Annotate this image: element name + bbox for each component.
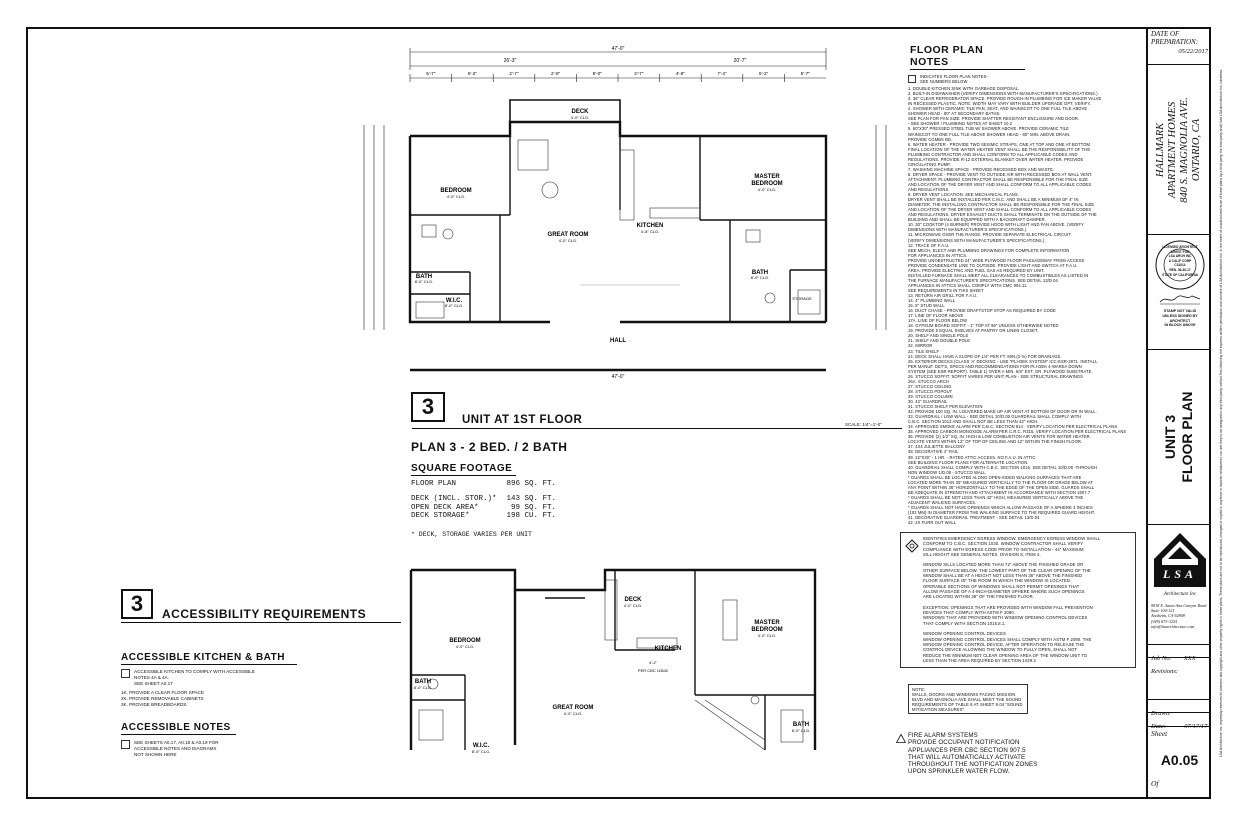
note-line: ARE LOCATED WITHIN 36" OF THE FINISHED FLOOR. bbox=[923, 594, 1034, 600]
overall-dim-top: 47'-0" bbox=[611, 46, 625, 52]
note-line: 16. DUCT CHASE - PROVIDE DRAFTSTOP STOP AS REQUIRED BY CODE bbox=[908, 308, 1056, 314]
note-line: PLUMBING CONTRACTOR AND SHALL CONFORM TO ALL APPLICABLE CODES AND bbox=[908, 151, 1078, 157]
stamp-line: LICENSED ARCHITECT bbox=[1162, 245, 1198, 249]
stamp-line: C31014 bbox=[1174, 263, 1186, 268]
note-line: 28. STUCCO POPOUT bbox=[908, 388, 953, 394]
room-bath1-bottom: BATH bbox=[414, 679, 432, 685]
date2-value: 07/17/17 bbox=[1184, 723, 1208, 730]
note-line: CONTROL DEVICE ALLOWING THE WINDOW TO FULLY OPEN, SHALL NOT bbox=[923, 647, 1078, 653]
note-line: COMPLIANCE WITH EGRESS CODE PRIOR TO INSTALLATION - 44" MAXIMUM bbox=[923, 546, 1084, 552]
side-disclaimer: LSA Architecture Inc. expressly reserves its common law copyright and other property rights in these plans. These plans are not to be reproduced, changed or copied in any form or manner whatsoever, nor are they to be assigned to any third party, without first obtaining the express written permission and consent of LSA Architecture Inc. In the event of unauthorized reuse of these plans by a third party, the third party shall hold LSA Architecture Inc. harmless. bbox=[1219, 68, 1223, 758]
note-line: WALLS, DOORS AND WINDOWS FACING MISSION bbox=[912, 692, 1016, 698]
job-value: XXX bbox=[1183, 655, 1196, 662]
tb-stamp-cell bbox=[1148, 235, 1211, 350]
dim-top-label: 2'-8" bbox=[551, 71, 561, 76]
fire-note bbox=[896, 732, 1046, 776]
note-line: 2. BUILT-IN DISHWASHER (VERIFY DIMENSIONS WITH MANUFACTURER'S SPECIFICATIONS.) bbox=[908, 91, 1098, 97]
room-great-top: GREAT ROOM bbox=[547, 232, 589, 238]
overall-dim-bottom: 47'-0" bbox=[611, 374, 625, 380]
tb-job-cell bbox=[1148, 645, 1211, 662]
room-deck-clg-top: 4'-0" CLG. bbox=[570, 115, 590, 120]
tb-project-4: ONTARIO, CA bbox=[1191, 118, 1202, 182]
note-line: SEE PLAN FOR PAN SIZE. PROVIDE SHATTER RESISTANT ENCLOSURE AND DOOR. bbox=[908, 116, 1080, 122]
note-line: WINDOW OPENING CONTROL DEVICES SHALL COMPLY WITH ASTM F 2090. THE bbox=[923, 636, 1092, 642]
stamp-line: LSA ARCH INC bbox=[1168, 254, 1192, 259]
room-bath2-top: BATH bbox=[751, 270, 769, 276]
note-line: 40. GUARDRAIL SHALL COMPLY WITH C.B.C. SECTION 1015. SEE DETAIL 10/D.08 -THROUGH bbox=[908, 464, 1098, 470]
note-line: 14. 4" PLUMBING WALL bbox=[908, 298, 956, 304]
note-line: 11. MICROWAVE OVER THE RANGE. PROVIDE SEPARATE ELECTRICAL CIRCUIT. bbox=[908, 232, 1072, 238]
room-deck-bottom: DECK bbox=[624, 597, 642, 603]
room-master2-top: BEDROOM bbox=[751, 181, 783, 187]
tb-project-text bbox=[1155, 97, 1203, 203]
note-line: 24. DECK SHALL HAVE A SLOPE OF 1/4" PER FT. MIN.(2 %) FOR DRAINAGE. bbox=[908, 353, 1062, 359]
room-bedroom-top: BEDROOM bbox=[440, 188, 472, 194]
room-bath1-top: BATH bbox=[415, 274, 433, 280]
note-line: BUILDING AND SHALL BE EQUIPPED WITH A BACKDRAFT DAMPER. bbox=[908, 217, 1046, 223]
room-bath2-clg-bottom: 8'-0" CLG. bbox=[791, 728, 811, 733]
room-master-clg-bottom: 4'-0" CLG. bbox=[757, 633, 777, 638]
note-line: MITIGATION MEASURES". bbox=[912, 707, 966, 713]
tb-date2-cell bbox=[1148, 713, 1211, 730]
note-line: LESS THAN THE AREA REQUIRED BY SECTION 1029.2 bbox=[923, 657, 1036, 663]
firm-address-line: Anaheim, CA 92808 bbox=[1151, 613, 1185, 619]
note-line: 42. 2X FURR OUT WALL bbox=[908, 520, 957, 526]
stamp-note bbox=[1150, 309, 1210, 328]
note-line: THAT COMPLY WITH SECTION 1015.8.1. bbox=[923, 620, 1006, 626]
room-kitchen-top: KITCHEN bbox=[636, 223, 664, 229]
note-line: THROUGHOUT THE NOTIFICATION ZONES bbox=[908, 761, 1038, 769]
sf-label: DECK (INCL. STOR.)* bbox=[411, 495, 497, 504]
note-line: IN RECESSED PLASTIC. NOTE: WIDTH MAY VARY WITH BUILDER UPGRADE OPT. VERIFY. bbox=[908, 101, 1091, 107]
note-line: 7. WASHING MACHINE SPACE - PROVIDE RECESSED BOX AND WASTE. bbox=[908, 166, 1055, 172]
accessible-notes-checkbox bbox=[121, 740, 130, 749]
floor-plan-notes-title: FLOOR PLAN NOTES bbox=[910, 44, 1025, 70]
note-line: IDENTIFIES EMERGENCY EGRESS WINDOW. EMERGENCY EGRESS WINDOW SHALL bbox=[923, 536, 1101, 541]
of-label: Of bbox=[1151, 779, 1159, 788]
note-line: REGULATIONS. PROVIDE R-12 EXTERNAL BLANKET OVER WATER HEATER. PROVIDE bbox=[908, 156, 1084, 162]
note-line: C.B.C. SECTION 1013 AND SHALL NOT BE LESS THAN 42" HIGH. bbox=[908, 419, 1039, 425]
room-storage-top: STORAGE bbox=[792, 296, 812, 301]
note-line: APPLIANCES IN ATTICS SHALL COMPLY WITH CMC 904.11. bbox=[908, 282, 1028, 288]
room-wic-clg-bottom: 8'-0" CLG. bbox=[471, 749, 491, 754]
note-line: LOCATED MORE THAN 30" MEASURED VERTICALLY TO THE FLOOR OR GRADE BELOW AT bbox=[908, 479, 1093, 485]
note-line: OTHER SURFACE BELOW. THE LOWEST PART OF THE CLEAR OPENING OF THE bbox=[923, 567, 1091, 573]
accessible-notes-block bbox=[121, 722, 341, 758]
dim-top-label: 5'-7" bbox=[426, 71, 436, 76]
sf-label: OPEN DECK AREA* bbox=[411, 503, 479, 512]
note-line: * GUARDS SHALL NOT HAVE OPENINGS WHICH ALLOW PASSAGE OF A SPHERE 4 INCHES bbox=[908, 504, 1093, 510]
room-master-bottom: MASTER bbox=[754, 620, 780, 626]
revisions-label: Revisions: bbox=[1151, 668, 1179, 675]
dim-top-label: 9'-0" bbox=[592, 71, 602, 76]
note-line: 25. EXTERIOR DECKS (CLASS 'A' DECKING - USE "PLI-DEK SYSTEM" ICC-ESR-2871. INSTALL bbox=[908, 358, 1098, 364]
lsa-logo-text: LSA bbox=[1162, 567, 1197, 581]
note-line: CONFORM TO C.B.C. SECTION 1030. WINDOW CONTRACTOR SHALL VERIFY bbox=[923, 541, 1084, 547]
kitchen-line: SEE SHEET A0.17 bbox=[134, 681, 173, 686]
accessibility-rule bbox=[121, 622, 401, 623]
room-kitchen-sub-bottom: PER CBC 11B42 bbox=[637, 668, 669, 673]
note-line: (102 MM) IN DIAMETER FROM THE WALKING SURFACE TO THE REQUIRED GUARD HEIGHT. bbox=[908, 510, 1096, 516]
note-line: ANY POINT WITHIN 36" HORIZONTALLY TO THE EDGE OF THE OPEN SIDE. GUARDS SHALL bbox=[908, 484, 1095, 490]
drawn-label: Drawn: bbox=[1151, 710, 1172, 717]
dim-top-label: 2'-7" bbox=[509, 71, 519, 76]
stamp-line: REN. 06-30-17 bbox=[1169, 267, 1191, 272]
note-line: 15. 6" STUD WALL bbox=[908, 303, 945, 309]
note-line: PROVIDE CGMBS BD. bbox=[908, 136, 953, 142]
stamp-note-line: UNLESS SIGNED BY bbox=[1162, 313, 1198, 318]
plan-label: PLAN 3 - 2 BED. / 2 BATH bbox=[411, 440, 568, 454]
dim-top-label: 5'-2" bbox=[467, 71, 477, 76]
note-line: 17. LINE OF FLOOR ABOVE bbox=[908, 313, 964, 319]
note-line: WAINSCOT TO ONE FULL TILE ABOVE SHOWER HEAD - 80" MIN. ABOVE DRAIN. bbox=[908, 131, 1071, 137]
note-line: 26. STUCCO SOFFIT. SOFFIT VARIES PER UNIT PLAN - SEE STRUCTURAL DRAWINGS bbox=[908, 373, 1083, 379]
tb-sheet-title-cell bbox=[1148, 350, 1211, 525]
note-line: 18. GYPSUM BOARD SOFFIT - 1" TOP AT 96" UNLESS OTHERWISE NOTED bbox=[908, 323, 1059, 329]
room-master-top: MASTER bbox=[754, 174, 780, 180]
note-line: 8. DRYER SPACE - PROVIDE VENT TO OUTSIDE AIR WITH RECESSED BOX AT WALL VENT. bbox=[908, 171, 1093, 177]
floor-plan-notes bbox=[908, 44, 1136, 525]
unit-scale: SCALE: 1/4"=1'-0" bbox=[845, 422, 882, 427]
room-hall-top: HALL bbox=[610, 338, 626, 344]
stamp-note-line: STAMP NOT VALID bbox=[1163, 309, 1197, 313]
note-line: 22. MIRROR bbox=[908, 343, 933, 349]
note-line: OPERABLE SECTIONS OF WINDOWS SHALL NOT PERMIT OPENINGS THAT bbox=[923, 583, 1080, 589]
sheet-title-1: UNIT 3 bbox=[1162, 414, 1178, 460]
notes-legend-line: SEE NUMBERS BELOW bbox=[920, 79, 968, 85]
room-wic-clg-top: 8'-0" CLG. bbox=[444, 303, 464, 308]
note-line: THAT WILL AUTOMATICALLY ACTIVATE bbox=[908, 753, 1026, 761]
accessible-kitchen-checkbox bbox=[121, 669, 130, 678]
note-line: PER MANUF. DET'S, SPECS AND RECOMMENDATIONS FOR PLI-DEK 4-WAREA DOWN bbox=[908, 363, 1082, 369]
room-great-clg-bottom: 4'-0" CLG. bbox=[563, 711, 583, 716]
note-line: 3. 36" CLEAR REFRIGERATOR SPACE. PROVIDE ROUGH-IN PLUMBING FOR ICE MAKER VALVE bbox=[908, 96, 1102, 102]
note-line: FIRE ALARM SYSTEMS bbox=[908, 732, 978, 739]
sheet-title-2: FLOOR PLAN bbox=[1179, 391, 1195, 483]
room-bath2-bottom: BATH bbox=[792, 722, 810, 728]
firm-address bbox=[1151, 603, 1206, 629]
sf-row-storage bbox=[411, 512, 556, 520]
accessible-notes-title: ACCESSIBLE NOTES bbox=[121, 722, 236, 735]
stamp-line: STATE OF CALIFORNIA bbox=[1162, 272, 1198, 277]
title-block bbox=[1146, 27, 1211, 799]
note-line: LOCATE VENTS WITHIN 12" OF TOP OF CEILING AND 12" WITHIN THE FINISH FLOOR. bbox=[908, 439, 1083, 445]
note-line: AREA. PROVIDE ELECTRIC AND FUEL GAS AS REQUIRED BY UNIT. bbox=[908, 267, 1045, 273]
dim-top-label: 2'-7" bbox=[634, 71, 644, 76]
note-line: 26A. STUCCO ARCH bbox=[908, 378, 949, 384]
note-line: EXCEPTION: OPENINGS THAT ARE PROVIDED WITH WINDOW FALL PREVENTION bbox=[923, 604, 1093, 610]
tb-project-3: 840 S. MAGNOLIA AVE. bbox=[1179, 97, 1190, 203]
note-line: 36. PROVIDE (2) 1/2" SQ. IN. HIGH & LOW COMBUSTION AIR VENTS FOR WATER HEATER. bbox=[908, 434, 1091, 440]
accessible-kitchen-title: ACCESSIBLE KITCHEN & BATH bbox=[121, 652, 297, 665]
sf-value: 198 CU. FT. bbox=[506, 512, 556, 521]
note-line: SEE BUILDING FLOOR PLANS FOR ALTERNATE LOCATION. bbox=[908, 459, 1029, 465]
warning-triangle-icon bbox=[896, 734, 906, 743]
unit-title-rule bbox=[412, 428, 902, 429]
architect-signature bbox=[1158, 293, 1202, 305]
tb-project-2: APARTMENT HOMES bbox=[1167, 101, 1178, 199]
sf-row-floor bbox=[411, 480, 556, 488]
room-kitchen-clg-top: 4'-8" CLG. bbox=[640, 229, 660, 234]
note-line: FOR APPLIANCES IN ATTICS. bbox=[908, 252, 968, 258]
sf-footnote: * DECK, STORAGE VARIES PER UNIT bbox=[411, 530, 532, 538]
note-line: AND LOCATION OF THE DRYER VENT AND SHALL CONFORM TO ALL APPLICABLE CODES bbox=[908, 207, 1092, 213]
note-line: * GUARDS SHALL BE NOT LESS THAN 42" HIGH, MEASURED VERTICALLY ABOVE THE bbox=[908, 494, 1084, 500]
room-wic-top: W.I.C. bbox=[445, 298, 463, 304]
notes-legend-box bbox=[908, 75, 916, 83]
note-line: SHOWER HEAD - 80" AT SECONDARY BATHS. bbox=[908, 111, 1001, 117]
sound-note-box bbox=[908, 684, 1028, 714]
note-line: SYSTEM (SEE ESR REPORT). TABLE 1) OVER A MIN. 5/8" EXT. GR. PLYWOOD SUBSTRATE. bbox=[908, 368, 1093, 374]
sheet-title bbox=[1162, 392, 1196, 483]
note-line: ATTACHMENT. PLUMBING CONTRACTOR SHALL BE RESPONSIBLE FOR THE FINAL SIZE bbox=[908, 176, 1089, 182]
sf-row-open-deck bbox=[411, 504, 556, 512]
stamp-line: AGENT FOR bbox=[1170, 249, 1190, 254]
sheet-number: A0.05 bbox=[1160, 752, 1199, 768]
room-great-bottom: GREAT ROOM bbox=[552, 705, 594, 711]
sheet-label: Sheet bbox=[1151, 729, 1168, 738]
kitchen-line: ACCESSIBLE KITCHEN TO COMPLY WITH ACCESSIBLE bbox=[134, 669, 255, 674]
stamp-note-line: ARCHITECT bbox=[1169, 318, 1191, 323]
note-line: 13. RETURN AIR GRILL FOR F.A.U. bbox=[908, 293, 978, 299]
note-line: REDUCE THE MINIMUM NET CLEAR OPENING AREA OF THE WINDOW UNIT TO bbox=[923, 652, 1088, 658]
dim-top-label: 4'-8" bbox=[675, 71, 685, 76]
kitchen-line: NOTES 4A & 4A. bbox=[134, 675, 169, 680]
note-line: SILL HEIGHT SEE GENERAL NOTES. DIVISION 8, ITEM 4. bbox=[923, 551, 1041, 557]
note-line: 10. 30" COOKTOP (4 BURNER) PROVIDE HOOD WITH LIGHT AND FAN ABOVE. (VERIFY bbox=[908, 222, 1084, 228]
fire-note-list bbox=[908, 732, 1046, 776]
note-line: 35. APPROVED CARBON MONOXIDE ALARM PER C.R.C. R315. VERIFY LOCATION PER ELECTRICAL PLANS bbox=[908, 429, 1127, 435]
note-line: PROVIDE OCCUPANT NOTIFICATION bbox=[908, 739, 1020, 747]
room-deck-top: DECK bbox=[571, 109, 589, 115]
kitchen-line: 1K. PROVIDE A CLEAR FLOOR SPACE bbox=[121, 690, 204, 695]
room-bath1-clg-top: 8'-0" CLG. bbox=[414, 279, 434, 284]
sf-value: 99 SQ. FT. bbox=[510, 503, 556, 512]
note-line: AND REGULATIONS. DRYER EXHAUST DUCTS SHALL TERMINATE ON THE OUTSIDE OF THE bbox=[908, 212, 1097, 218]
sf-value: 896 SQ. FT. bbox=[506, 480, 556, 488]
sound-note-list bbox=[912, 687, 1024, 712]
note-line: 9. DRYER VENT LOCATION. SEE MECHANICAL PLANS. bbox=[908, 192, 1020, 198]
room-bedroom-bottom: BEDROOM bbox=[449, 638, 481, 644]
firm-address-line: (949) 673-3255 bbox=[1151, 618, 1178, 624]
notes-legend-line: INDICATES FLOOR PLAN NOTES- bbox=[920, 74, 988, 79]
accessible-kitchen-block bbox=[121, 652, 341, 708]
note-line: WINDOWS THAT ARE PROVIDED WITH WINDOW OPENING CONTROL DEVICES bbox=[923, 615, 1088, 621]
dim-top-label: 5'-2" bbox=[759, 71, 769, 76]
note-line: AND LOCATION OF THE DRYER VENT AND SHALL CONFORM TO ALL APPLICABLE CODES bbox=[908, 181, 1092, 187]
egress-window-icon bbox=[905, 539, 919, 553]
room-master2-bottom: BEDROOM bbox=[751, 627, 783, 633]
note-line: 4. SHOWER WITH CERAMIC TILE PAN, SEAT, AND WAINSCOT TO ONE FULL TILE ABOVE bbox=[908, 106, 1088, 112]
note-line: CIRCULATING PUMP. bbox=[908, 161, 951, 167]
notes-line: ACCESSIBLE NOTES AND DIAGRAMS bbox=[134, 746, 217, 751]
tb-project-cell bbox=[1148, 65, 1211, 235]
room-wic-bottom: W.I.C. bbox=[472, 743, 490, 749]
room-bath2-clg-top: 8'-0" CLG. bbox=[750, 275, 770, 280]
kitchen-line: 3K. PROVIDE BREADBOARDS. bbox=[121, 702, 188, 707]
tb-sheet-cell bbox=[1148, 727, 1211, 797]
sf-label: DECK STORAGE* bbox=[411, 512, 470, 521]
note-line: INSTALLED FURNACE SHALL MEET ALL CLEARANCES TO COMBUSTIBLES AS LISTED IN bbox=[908, 272, 1089, 278]
firm-address-line: info@lsaarchitecture.com bbox=[1151, 623, 1195, 629]
note-line: DIAMETER. THE INSTALLING CONTRACTOR SHALL BE RESPONSIBLE FOR THE FINAL SIZE bbox=[908, 202, 1095, 208]
tb-firm-cell bbox=[1148, 525, 1211, 645]
note-line: WINDOW OPENING CONTROL DEVICES bbox=[923, 631, 1006, 637]
note-line: 5. 60"X30" PRESSED STEEL TUB W/ SHOWER ABOVE. PROVIDE CERAMIC TILE bbox=[908, 126, 1069, 132]
note-line: 37. 4X4 JULIETTE BALCONY bbox=[908, 444, 966, 450]
note-line: WINDOW OPENING CONTROL DEVICE, AFTER OPERATION TO RELEASE THE bbox=[923, 641, 1085, 647]
accessibility-number-box: 3 bbox=[121, 589, 153, 619]
note-line: SEE MECH, ELECT AND PLUMBING DRAWINGS FOR COMPLETE INFORMATION bbox=[908, 247, 1070, 253]
note-line: 20. SHELF AND SINGLE POLE bbox=[908, 333, 969, 339]
square-footage-title: SQUARE FOOTAGE bbox=[411, 463, 516, 476]
note-line: 21. SHELF AND DOUBLE POLE bbox=[908, 338, 971, 344]
note-line: REQUIREMENTS OF TABLE 6 AT SHEET 8.04 "SOUND bbox=[912, 702, 1023, 708]
tb-date-cell bbox=[1148, 27, 1211, 65]
room-kitchen-bottom: KITCHEN bbox=[654, 646, 682, 652]
note-line: 41. DECORATIVE GUARDRAIL TREATMENT - SEE DETAIL 13/D.04 bbox=[908, 515, 1040, 521]
note-line: ALLOW PASSAGE OF A 4-INCH-DIAMETER SPHERE WHERE SUCH OPENINGS bbox=[923, 588, 1085, 594]
note-line: 1. DOUBLE KITCHEN SINK WITH GARBAGE DISPOSAL. bbox=[908, 86, 1020, 92]
tb-date-label: DATE OF PREPARATION: bbox=[1151, 30, 1199, 46]
note-line: FINAL LOCATION OF THE WATER HEATER VENT SHALL BE THE RESPONSIBILITY OF THE bbox=[908, 146, 1091, 152]
note-line: 17A. LINE OF FLOOR BELOW bbox=[908, 318, 968, 324]
note-line: APPLIANCES PER CBC SECTION 907.5 bbox=[908, 746, 1026, 754]
tb-drawn-cell bbox=[1148, 700, 1211, 717]
notes-line: SEE SHEETS A0.17, A0.18 & A0.19 FOR bbox=[134, 740, 219, 745]
note-line: 23. TILE SHELF bbox=[908, 348, 940, 354]
note-line: ADJACENT WALKING SURFACES. bbox=[908, 499, 977, 505]
note-line: DRYER VENT SHALL BE INSTALLED PER C.M.C. AND SHALL BE A MINIMUM OF 4" IN bbox=[908, 197, 1079, 203]
note-line: BE ADEQUATE IN STRENGTH AND ATTACHMENT IN ACCORDANCE WITH SECTION 1607.7 bbox=[908, 489, 1091, 495]
dim-top-label: 5'-7" bbox=[800, 71, 810, 76]
egress-note-list bbox=[923, 536, 1132, 663]
unit-title: UNIT AT 1ST FLOOR bbox=[462, 414, 583, 426]
room-kitchen-clg-bottom: 4'-2" bbox=[649, 660, 657, 665]
note-line: 38. DECORATIVE 4" RAIL bbox=[908, 449, 959, 455]
note-line: 29. STUCCO COLUMN bbox=[908, 393, 953, 399]
note-line: - SEE SHOWER / PLUMBING NOTES AT SHEET 10.2 bbox=[908, 121, 1013, 127]
notes-line: NOT SHOWN HERE bbox=[134, 752, 177, 757]
room-bedroom-clg-bottom: 4'-0" CLG. bbox=[455, 644, 475, 649]
note-line: SEE REQUIREMENTS IN THIS SHEET bbox=[908, 287, 984, 293]
tb-project-1: HALLMARK bbox=[1155, 122, 1166, 178]
note-line: 19. PROVIDE 5 EQUAL SHELVES AT PANTRY OR LINEN CLOSET. bbox=[908, 328, 1039, 334]
floor-plan-notes-list bbox=[908, 86, 1136, 525]
sf-row-deck bbox=[411, 495, 556, 503]
square-footage-block bbox=[411, 463, 556, 538]
unit-number-box: 3 bbox=[411, 392, 445, 422]
floor-plan-top bbox=[350, 40, 910, 385]
stamp-text bbox=[1154, 245, 1206, 277]
note-line: 27. STUCCO CEILING bbox=[908, 383, 952, 389]
sf-label: FLOOR PLAN bbox=[411, 480, 457, 488]
room-bath1-clg-bottom: 8'-0" CLG. bbox=[413, 685, 433, 690]
note-line: 32. PROVIDE 100 SQ. IN. LOUVERED MAKE UP AIR VENT AT BOTTOM OF DOOR OR IN WALL. bbox=[908, 409, 1097, 415]
note-line: 34. APPROVED SMOKE ALARM PER C.B.C. SECTION 914 . VERIFY LOCATION PER ELECTRICAL PLANS bbox=[908, 424, 1118, 430]
room-deck-clg-bottom: 4'-0" CLG. bbox=[623, 603, 643, 608]
firm-address-line: 9818 E. Santa Ana Canyon Road bbox=[1151, 603, 1207, 608]
note-line: WINDOW SHALL BE AT A HEIGHT NOT LESS THAN 36" ABOVE THE FINISHED bbox=[923, 573, 1083, 579]
dim-top-label: 7'-4" bbox=[717, 71, 727, 76]
dim-mid-right: 20'-7" bbox=[733, 58, 747, 64]
note-line: AND REGULATIONS. bbox=[908, 187, 950, 193]
stamp-line: A CALIF CORP bbox=[1168, 258, 1192, 263]
note-line: 30. 42" GUARDRAIL bbox=[908, 399, 948, 404]
note-line: 39. 22"X30" - 1 HR. - RATED ATTIC ACCESS. NO F.A.U. IN ATTIC bbox=[908, 454, 1036, 460]
note-line: THE FURNACE MANUFACTURER'S SPECIFICATIONS. SEE DETAIL 13/D.04 bbox=[908, 277, 1058, 283]
note-line: NOTE: bbox=[912, 687, 926, 692]
note-line: FLOOR SURFACE OF THE ROOM IN WHICH THE WINDOW IS LOCATED. bbox=[923, 578, 1072, 584]
note-line: PROVIDE UNOBSTRUCTED 24" WIDE PLYWOOD FLOOR PASSAGEWAY FROM ACCESS bbox=[908, 257, 1085, 263]
accessibility-title: ACCESSIBILITY REQUIREMENTS bbox=[162, 607, 367, 621]
floor-plan-bottom bbox=[405, 560, 895, 800]
room-bedroom-clg-top: 4'-0" CLG. bbox=[446, 194, 466, 199]
note-line: 33. GUARDRAIL / LOW WALL - SEE DETAIL 10/D.00 GUARDRAIL SHALL COMPLY WITH bbox=[908, 414, 1082, 420]
kitchen-line: 2K. PROVIDE REMOVABLE CABINETS bbox=[121, 696, 204, 701]
note-line: DEVICES THAT COMPLY WITH ASTM F 2090. bbox=[923, 610, 1015, 616]
note-line: BLVD AND MAGNOLIA AVE SHALL MEET THE SOUND bbox=[912, 697, 1022, 703]
date2-label: Date: bbox=[1151, 723, 1166, 730]
stamp-note-line: IN BLOCK ABOVE bbox=[1164, 323, 1196, 328]
job-label: Job No. bbox=[1151, 655, 1172, 662]
tb-revisions-cell bbox=[1148, 658, 1211, 700]
dim-mid-left: 26'-3" bbox=[503, 58, 517, 64]
sf-value: 143 SQ. FT. bbox=[506, 495, 556, 504]
note-line: WINDOW SILLS LOCATED MORE THAN 72" ABOVE THE FINISHED GRADE OR bbox=[923, 562, 1084, 568]
room-great-clg-top: 4'-0" CLG. bbox=[558, 238, 578, 243]
note-line: (VERIFY DIMENSIONS WITH MANUFACTURER'S SPECIFICATIONS.) bbox=[908, 237, 1045, 243]
room-master-clg-top: 4'-0" CLG. bbox=[757, 187, 777, 192]
note-line: * GUARDS SHALL BE LOCATED ALONG OPEN-SIDED WALKING SURFACES THAT ARE bbox=[908, 474, 1082, 480]
note-line: PROVIDE CONDENSATE LINE TO OUTSIDE. PROVIDE LIGHT AND SWITCH AT F.A.U. bbox=[908, 262, 1078, 268]
note-line: UPON SPRINKLER WATER FLOW. bbox=[908, 768, 1010, 776]
note-line: NON WINDOW 1/D.09 - STUCCO WALL bbox=[908, 469, 986, 475]
tb-date-value: 05/22/2017 bbox=[1178, 48, 1208, 55]
note-line: 12. TRACE OF F.A.U. bbox=[908, 242, 950, 248]
note-line: 6. WATER HEATER - PROVIDE TWO SEISMIC STRAPS, ONE AT TOP AND ONE AT BOTTOM. bbox=[908, 141, 1092, 147]
firm-address-line: Suite 100-121 bbox=[1151, 608, 1175, 614]
note-line: 31. STUCCO SHELF PER ELEVATION bbox=[908, 404, 983, 410]
egress-note-box bbox=[900, 532, 1136, 668]
note-line: DIMENSIONS WITH MANUFACTURER'S SPECIFICATIONS.) bbox=[908, 227, 1027, 233]
firm-name: Architecture Inc bbox=[1163, 592, 1197, 597]
